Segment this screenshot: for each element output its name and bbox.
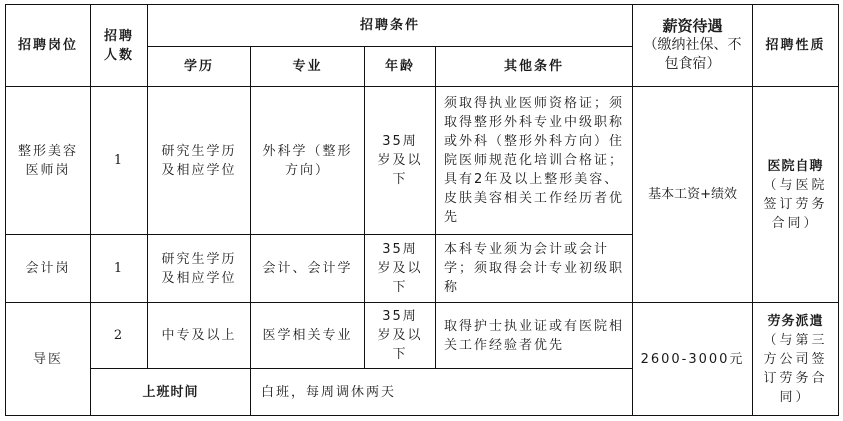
header-row-1 xyxy=(6,5,839,47)
cell-count: 1 xyxy=(91,235,148,303)
cell-education: 研究生学历及相应学位 xyxy=(148,87,251,235)
header-count: 招聘人数 xyxy=(91,5,148,87)
cell-position: 会计岗 xyxy=(6,235,91,303)
table-row xyxy=(6,303,839,369)
cell-other: 须取得执业医师资格证；须取得整形外科专业中级职称或外科（整形外科方向）住院医师规范化培训合格证；具有2年及以上整形美容、皮肤美容相关工作经历者优先 xyxy=(436,87,633,235)
cell-nature xyxy=(753,87,839,303)
header-conditions: 招聘条件 xyxy=(148,5,633,47)
table-row xyxy=(6,87,839,235)
header-salary-title: 薪资待遇 xyxy=(662,17,723,35)
nature-main: 医院自聘 xyxy=(767,158,824,174)
work-time-value: 白班，每周调休两天 xyxy=(251,369,633,416)
cell-education: 研究生学历及相应学位 xyxy=(148,235,251,303)
cell-age: 35周岁及以下 xyxy=(365,303,436,369)
cell-position: 导医 xyxy=(6,303,91,416)
header-education: 学历 xyxy=(148,47,251,87)
header-salary xyxy=(633,5,753,87)
header-nature: 招聘性质 xyxy=(753,5,839,87)
header-major: 专业 xyxy=(251,47,365,87)
nature-sub: （与第三方公司签订劳务合同） xyxy=(763,332,828,405)
recruitment-table xyxy=(5,4,839,416)
cell-salary: 2600-3000元 xyxy=(633,303,753,416)
cell-education: 中专及以上 xyxy=(148,303,251,369)
header-salary-note: （缴纳社保、不包食宿） xyxy=(643,37,742,72)
cell-nature xyxy=(753,303,839,416)
cell-major: 医学相关专业 xyxy=(251,303,365,369)
cell-count: 2 xyxy=(91,303,148,369)
work-time-label: 上班时间 xyxy=(91,369,251,416)
header-age: 年龄 xyxy=(365,47,436,87)
nature-main: 劳务派遣 xyxy=(767,313,824,329)
cell-salary: 基本工资+绩效 xyxy=(633,87,753,303)
cell-count: 1 xyxy=(91,87,148,235)
nature-sub: （与医院签订劳务合同） xyxy=(763,177,828,231)
cell-age: 35周岁及以下 xyxy=(365,235,436,303)
header-position: 招聘岗位 xyxy=(6,5,91,87)
cell-age: 35周岁及以下 xyxy=(365,87,436,235)
cell-other: 本科专业须为会计或会计学；须取得会计专业初级职称 xyxy=(436,235,633,303)
cell-other: 取得护士执业证或有医院相关工作经验者优先 xyxy=(436,303,633,369)
header-other: 其他条件 xyxy=(436,47,633,87)
cell-major: 会计、会计学 xyxy=(251,235,365,303)
cell-position: 整形美容医师岗 xyxy=(6,87,91,235)
cell-major: 外科学（整形方向） xyxy=(251,87,365,235)
